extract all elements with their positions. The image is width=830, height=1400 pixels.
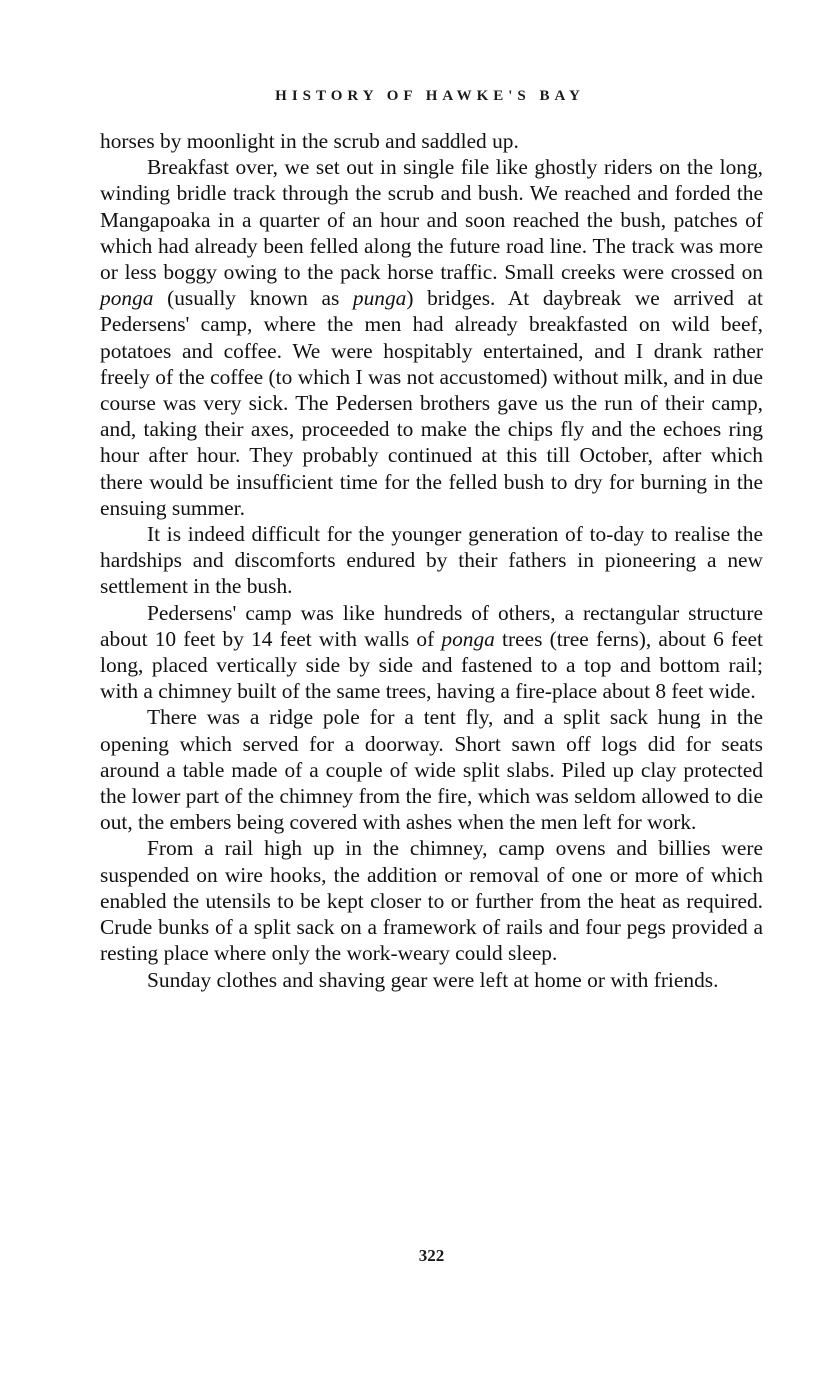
text-run: Sunday clothes and shaving gear were left at home or with friends. — [147, 967, 719, 992]
text-run: It is indeed difficult for the younger generation of to-day to realise the hardships and discomforts endured by their fathers in pioneering a new settlement in the bush. — [100, 522, 763, 599]
paragraph — [100, 704, 763, 835]
paragraph — [100, 600, 763, 705]
text-run: ) bridges. At daybreak we arrived at Pedersens' camp, where the men had already breakfasted on wild beef, potatoes and coffee. We were hospitably entertained, and I drank rather freely of the coffee (to which I was not accustomed) without milk, and in due course was very sick. The Pedersen brothers gave us the run of their camp, and, taking their axes, proceeded to make the chips fly and the echoes ring hour after hour. They probably continued at this till October, after which there would be insufficient time for the felled bush to dry for burning in the ensuing summer. — [100, 286, 763, 520]
page-number: 322 — [418, 1246, 445, 1265]
text-run: (usually known as — [153, 286, 353, 311]
text-run: horses by moonlight in the scrub and saddled up. — [100, 129, 519, 153]
paragraph — [100, 967, 763, 993]
text-run: From a rail high up in the chimney, camp ovens and billies were suspended on wire hooks, the addition or removal of one or more of which enabled the utensils to be kept closer to or further from the heat as required. Crude bunks of a split sack on a framework of rails and four pegs provided a resting place where only the work-weary could sleep. — [100, 836, 763, 966]
paragraph — [100, 128, 763, 154]
running-head: HISTORY OF HAWKE'S BAY — [275, 88, 585, 104]
text-run: Pedersens' camp was like hundreds of others, a rectangular structure about 10 feet by 14 feet with walls of — [100, 600, 763, 651]
paragraph — [100, 835, 763, 966]
text-run: There was a ridge pole for a tent fly, and a split sack hung in the opening which served for a doorway. Short sawn off logs did for seats around a table made of a couple of wide split slabs. Piled up clay protected the lower part of the chimney from the fire, which was seldom allowed to die out, the embers being covered with ashes when the men left for work. — [100, 705, 763, 835]
italic-term: punga — [352, 286, 407, 311]
italic-term: ponga — [100, 286, 154, 311]
italic-term: ponga — [441, 626, 495, 651]
paragraph — [100, 521, 763, 600]
body-text — [100, 128, 763, 993]
text-run: Breakfast over, we set out in single file like ghostly riders on the long, winding bridle track through the scrub and bush. We reached and forded the Mangapoaka in a quarter of an hour and soon reached the bush, patches of which had already been felled along the future road line. The track was more or less boggy owing to the pack horse traffic. Small creeks were crossed on — [100, 155, 763, 285]
text-run: trees (tree ferns), about 6 feet long, placed vertically side by side and fastened to a top and bottom rail; with a chimney built of the same trees, having a fire-place about 8 feet wide. — [100, 626, 763, 704]
paragraph — [100, 154, 763, 521]
